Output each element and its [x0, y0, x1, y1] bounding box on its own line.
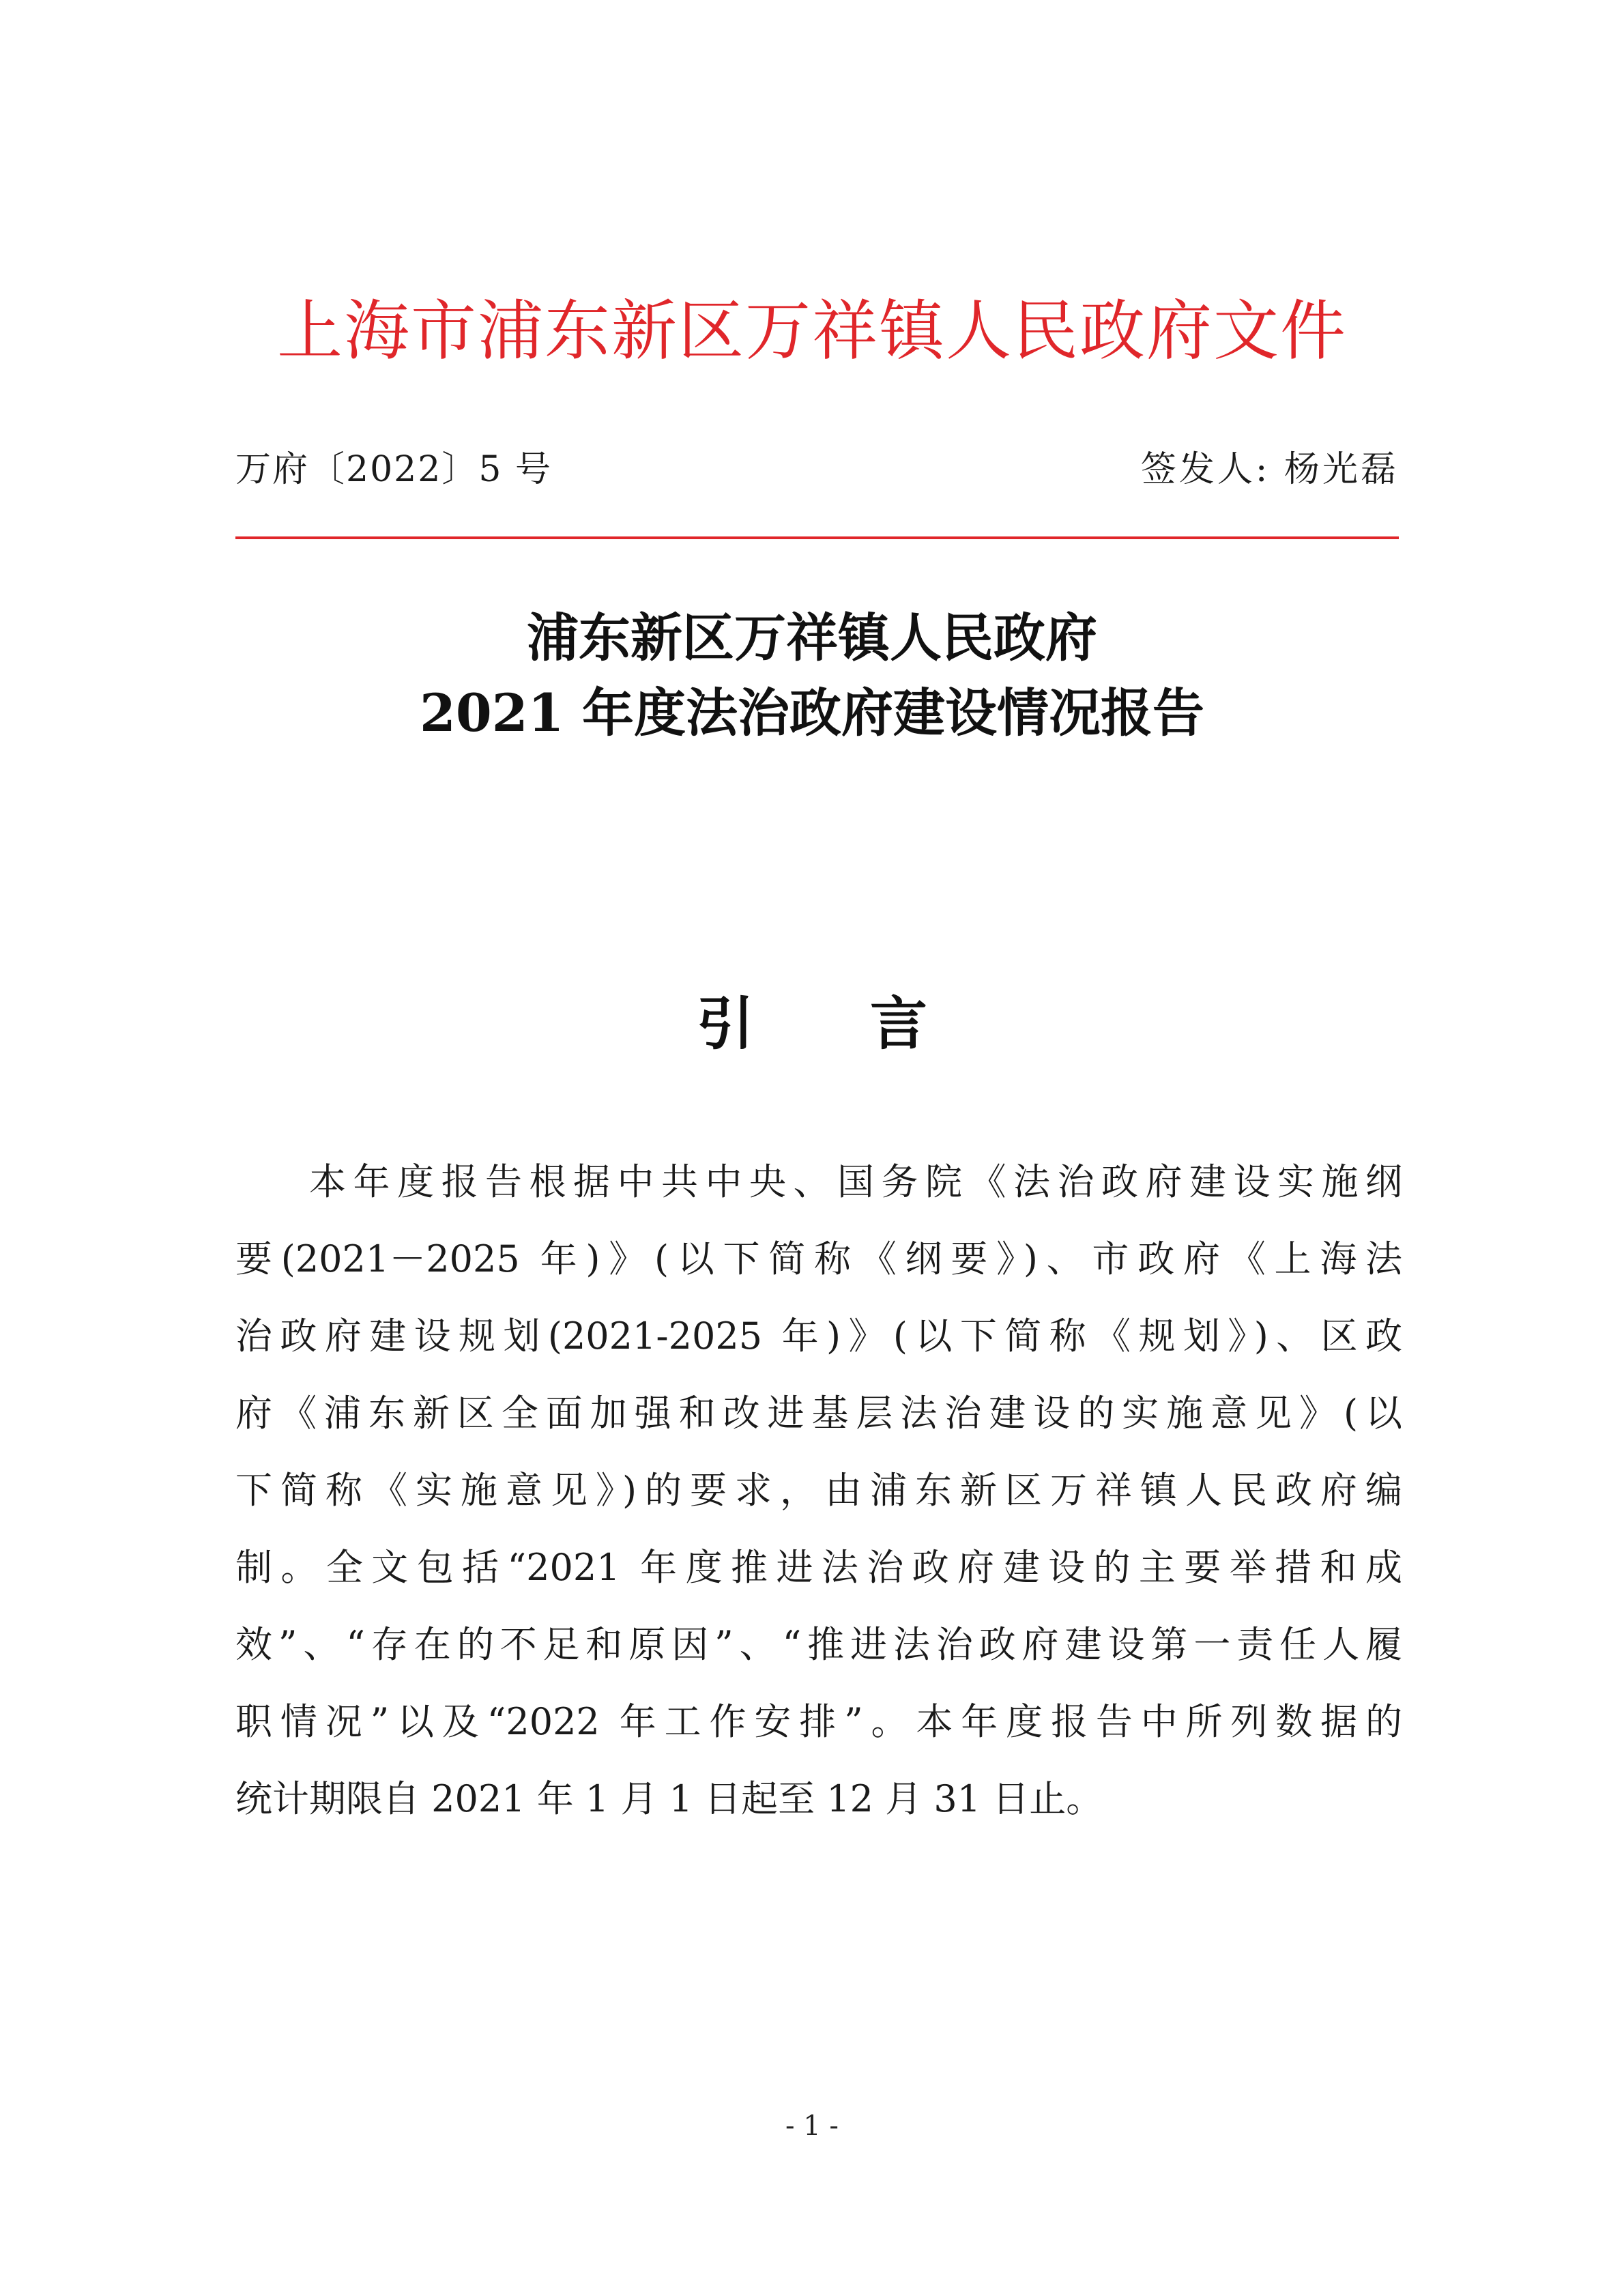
section-heading	[0, 983, 1624, 1065]
paragraph-line: 治政府建设规划(2021-2025 年)》(以下简称《规划》)、区政	[235, 1315, 1402, 1358]
signer-label: 签发人:	[1140, 449, 1271, 490]
paragraph-line: 职情况”以及“2022 年工作安排”。本年度报告中所列数据的	[235, 1700, 1402, 1743]
section-heading-char-2: 言	[870, 990, 928, 1057]
masthead-title: 上海市浦东新区万祥镇人民政府文件	[277, 293, 1347, 369]
intro-paragraph	[235, 1143, 1402, 1837]
paragraph-line: 要(2021－2025 年)》(以下简称《纲要》)、市政府《上海法	[235, 1237, 1402, 1280]
paragraph-line: 下简称《实施意见》)的要求，由浦东新区万祥镇人民政府编	[235, 1469, 1402, 1512]
section-heading-char-1: 引	[696, 990, 754, 1057]
page-number: - 1 -	[785, 2110, 839, 2142]
signer	[1141, 442, 1399, 497]
red-divider-line	[235, 536, 1399, 539]
report-title-line-1: 浦东新区万祥镇人民政府	[527, 607, 1097, 668]
signer-name: 杨光磊	[1284, 449, 1399, 490]
report-title-line-2: 2021 年度法治政府建设情况报告	[420, 683, 1204, 743]
paragraph-line: 统计期限自 2021 年 1 月 1 日起至 12 月 31 日止。	[235, 1777, 1103, 1820]
paragraph-line: 效”、“存在的不足和原因”、“推进法治政府建设第一责任人履	[235, 1623, 1402, 1666]
paragraph-line: 府《浦东新区全面加强和改进基层法治建设的实施意见》(以	[235, 1392, 1402, 1435]
paragraph-line: 制。全文包括“2021 年度推进法治政府建设的主要举措和成	[235, 1546, 1402, 1589]
paragraph-line: 本年度报告根据中共中央、国务院《法治政府建设实施纲	[309, 1160, 1402, 1203]
document-number: 万府〔2022〕5 号	[235, 449, 552, 490]
